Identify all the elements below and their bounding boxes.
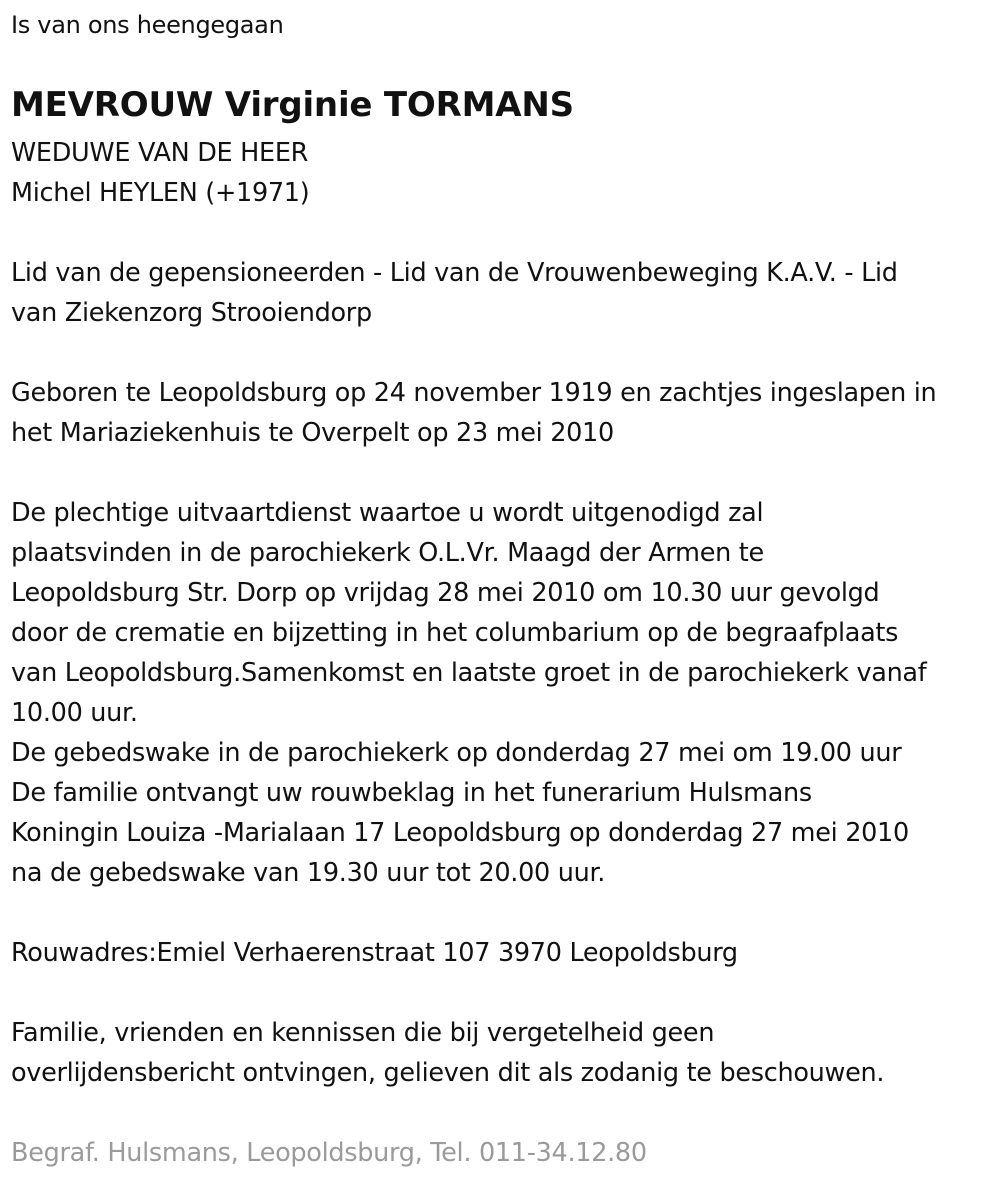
condolence-line: na de gebedswake van 19.30 uur tot 20.00 uur. xyxy=(11,858,606,888)
widow-of-block xyxy=(11,133,309,213)
birth-death-line: Geboren te Leopoldsburg op 24 november 1919 en zachtjes ingeslapen in xyxy=(11,378,937,408)
membership-block xyxy=(11,253,898,333)
service-line: van Leopoldsburg.Samenkomst en laatste groet in de parochiekerk vanaf xyxy=(11,658,927,688)
family-note-block xyxy=(11,1013,884,1093)
membership-line: van Ziekenzorg Strooiendorp xyxy=(11,298,372,328)
husband-name-line: Michel HEYLEN (+1971) xyxy=(11,178,310,208)
service-line: plaatsvinden in de parochiekerk O.L.Vr. Maagd der Armen te xyxy=(11,538,764,568)
service-line: 10.00 uur. xyxy=(11,698,138,728)
birth-death-line: het Mariaziekenhuis te Overpelt op 23 mei 2010 xyxy=(11,418,614,448)
birth-death-block xyxy=(11,373,936,453)
service-line: door de crematie en bijzetting in het columbarium op de begraafplaats xyxy=(11,618,899,648)
vigil-line: De gebedswake in de parochiekerk op donderdag 27 mei om 19.00 uur xyxy=(11,738,902,768)
mourning-address-block xyxy=(11,933,738,973)
intro-text: Is van ons heengegaan xyxy=(11,11,284,39)
service-line: Leopoldsburg Str. Dorp op vrijdag 28 mei 2010 om 10.30 uur gevolgd xyxy=(11,578,880,608)
mourning-address: Rouwadres:Emiel Verhaerenstraat 107 3970 Leopoldsburg xyxy=(11,938,738,968)
funeral-service-block xyxy=(11,493,926,893)
membership-line: Lid van de gepensioneerden - Lid van de Vrouwenbeweging K.A.V. - Lid xyxy=(11,258,898,288)
condolence-line: De familie ontvangt uw rouwbeklag in het funerarium Hulsmans xyxy=(11,778,812,808)
widow-line: WEDUWE VAN DE HEER xyxy=(11,138,309,168)
service-line: De plechtige uitvaartdienst waartoe u wordt uitgenodigd zal xyxy=(11,498,764,528)
family-note-line: overlijdensbericht ontvingen, gelieven dit als zodanig te beschouwen. xyxy=(11,1058,885,1088)
family-note-line: Familie, vrienden en kennissen die bij vergetelheid geen xyxy=(11,1018,715,1048)
funeral-home-footer: Begraf. Hulsmans, Leopoldsburg, Tel. 011-34.12.80 xyxy=(11,1138,647,1168)
condolence-line: Koningin Louiza -Marialaan 17 Leopoldsburg op donderdag 27 mei 2010 xyxy=(11,818,909,848)
deceased-name: MEVROUW Virginie TORMANS xyxy=(11,85,574,125)
